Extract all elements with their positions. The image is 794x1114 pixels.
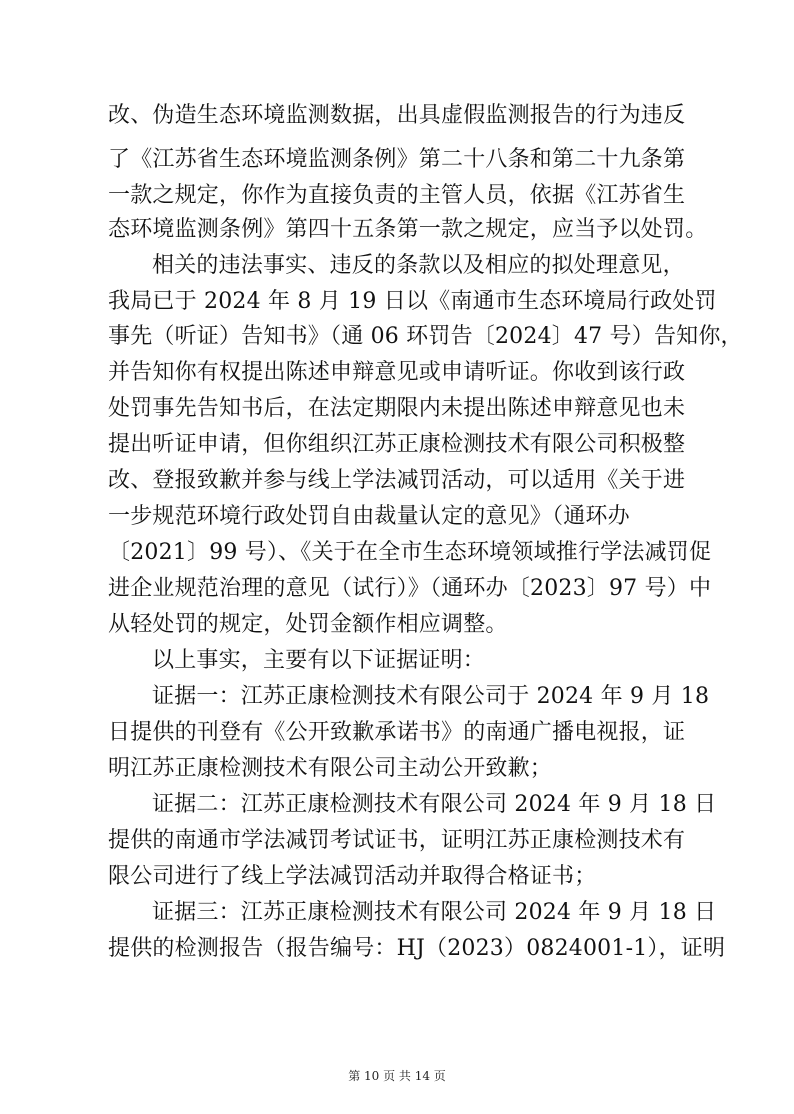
text-line: 提供的检测报告（报告编号：HJ（2023）0824001-1），证明 <box>108 936 726 961</box>
text-line: 一款之规定，你作为直接负责的主管人员，依据《江苏省生 <box>108 183 686 208</box>
page-number-footer: 第 10 页 共 14 页 <box>348 1069 446 1083</box>
paragraph-first-line: 以上事实，主要有以下证据证明： <box>152 648 486 673</box>
paragraph-first-line: 相关的违法事实、违反的条款以及相应的拟处理意见， <box>152 253 685 278</box>
text-line: 并告知你有权提出陈述申辩意见或申请听证。你收到该行政 <box>108 360 686 385</box>
text-line: 我局已于 2024 年 8 月 19 日以《南通市生态环境局行政处罚 <box>108 289 717 314</box>
text-line: 事先（听证）告知书》（通 06 环罚告〔2024〕47 号）告知你， <box>108 324 743 349</box>
paragraph-first-line: 证据二：江苏正康检测技术有限公司 2024 年 9 月 18 日 <box>152 792 717 817</box>
text-line: 处罚事先告知书后，在法定期限内未提出陈述申辩意见也未 <box>108 396 686 421</box>
text-line: 提出听证申请，但你组织江苏正康检测技术有限公司积极整 <box>108 432 686 457</box>
text-line: 〔2021〕99 号）、《关于在全市生态环境领域推行学法减罚促 <box>108 540 712 565</box>
text-line: 进企业规范治理的意见（试行）》（通环办〔2023〕97 号）中 <box>108 576 712 601</box>
text-line: 改、伪造生态环境监测数据，出具虚假监测报告的行为违反 <box>108 103 686 128</box>
text-line: 一步规范环境行政处罚自由裁量认定的意见》（通环办 <box>108 504 630 529</box>
paragraph-first-line: 证据一：江苏正康检测技术有限公司于 2024 年 9 月 18 <box>152 684 710 709</box>
text-line: 改、登报致歉并参与线上学法减罚活动，可以适用《关于进 <box>108 468 686 493</box>
text-line: 日提供的刊登有《公开致歉承诺书》的南通广播电视报，证 <box>108 720 686 745</box>
text-line: 提供的南通市学法减罚考试证书，证明江苏正康检测技术有 <box>108 828 686 853</box>
paragraph-first-line: 证据三：江苏正康检测技术有限公司 2024 年 9 月 18 日 <box>152 900 717 925</box>
text-line: 态环境监测条例》第四十五条第一款之规定，应当予以处罚。 <box>108 217 708 242</box>
text-line: 从轻处罚的规定，处罚金额作相应调整。 <box>108 612 508 637</box>
text-line: 限公司进行了线上学法减罚活动并取得合格证书； <box>108 864 597 889</box>
text-line: 了《江苏省生态环境监测条例》第二十八条和第二十九条第 <box>108 147 686 172</box>
text-line: 明江苏正康检测技术有限公司主动公开致歉； <box>108 756 553 781</box>
